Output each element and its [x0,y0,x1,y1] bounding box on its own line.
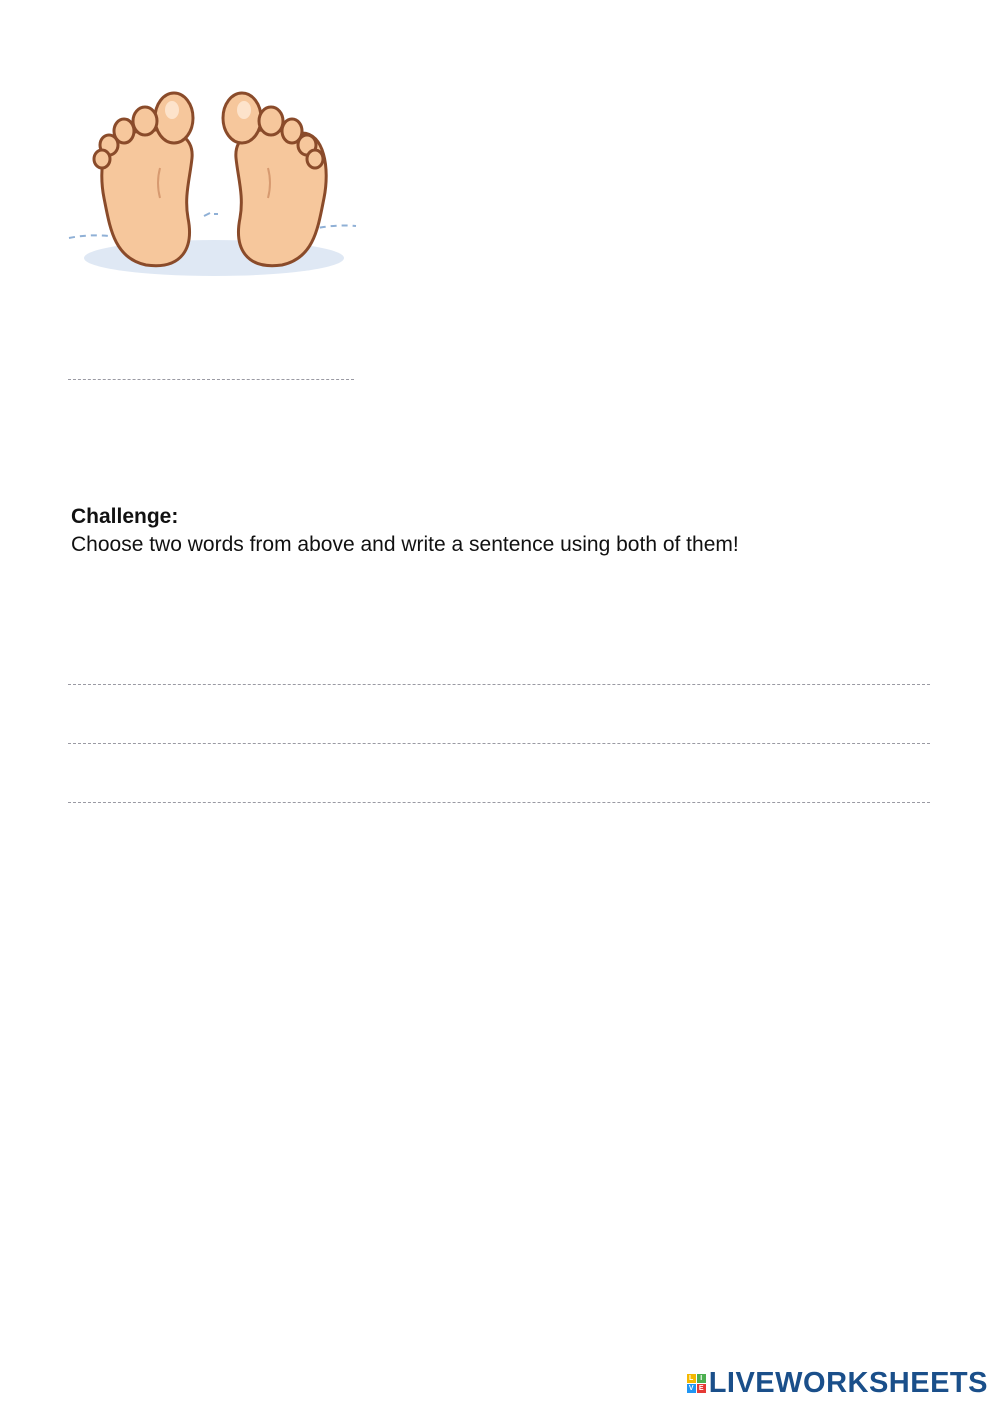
challenge-instruction: Choose two words from above and write a sentence using both of them! [71,533,739,556]
liveworksheets-logo-icon [687,1374,706,1393]
liveworksheets-logo [687,1368,988,1398]
word-answer-line[interactable] [68,379,354,380]
feet-soles-icon [64,88,364,283]
challenge-title: Challenge: [71,505,179,528]
logo-letter: V [687,1384,696,1393]
brand-name: LIVEWORKSHEETS [708,1367,988,1399]
sentence-answer-line[interactable] [68,743,930,744]
logo-letter: I [697,1374,706,1383]
sentence-answer-line[interactable] [68,802,930,803]
sentence-answer-line[interactable] [68,684,930,685]
logo-letter: L [687,1374,696,1383]
challenge-section [71,504,951,560]
logo-letter: E [697,1384,706,1393]
